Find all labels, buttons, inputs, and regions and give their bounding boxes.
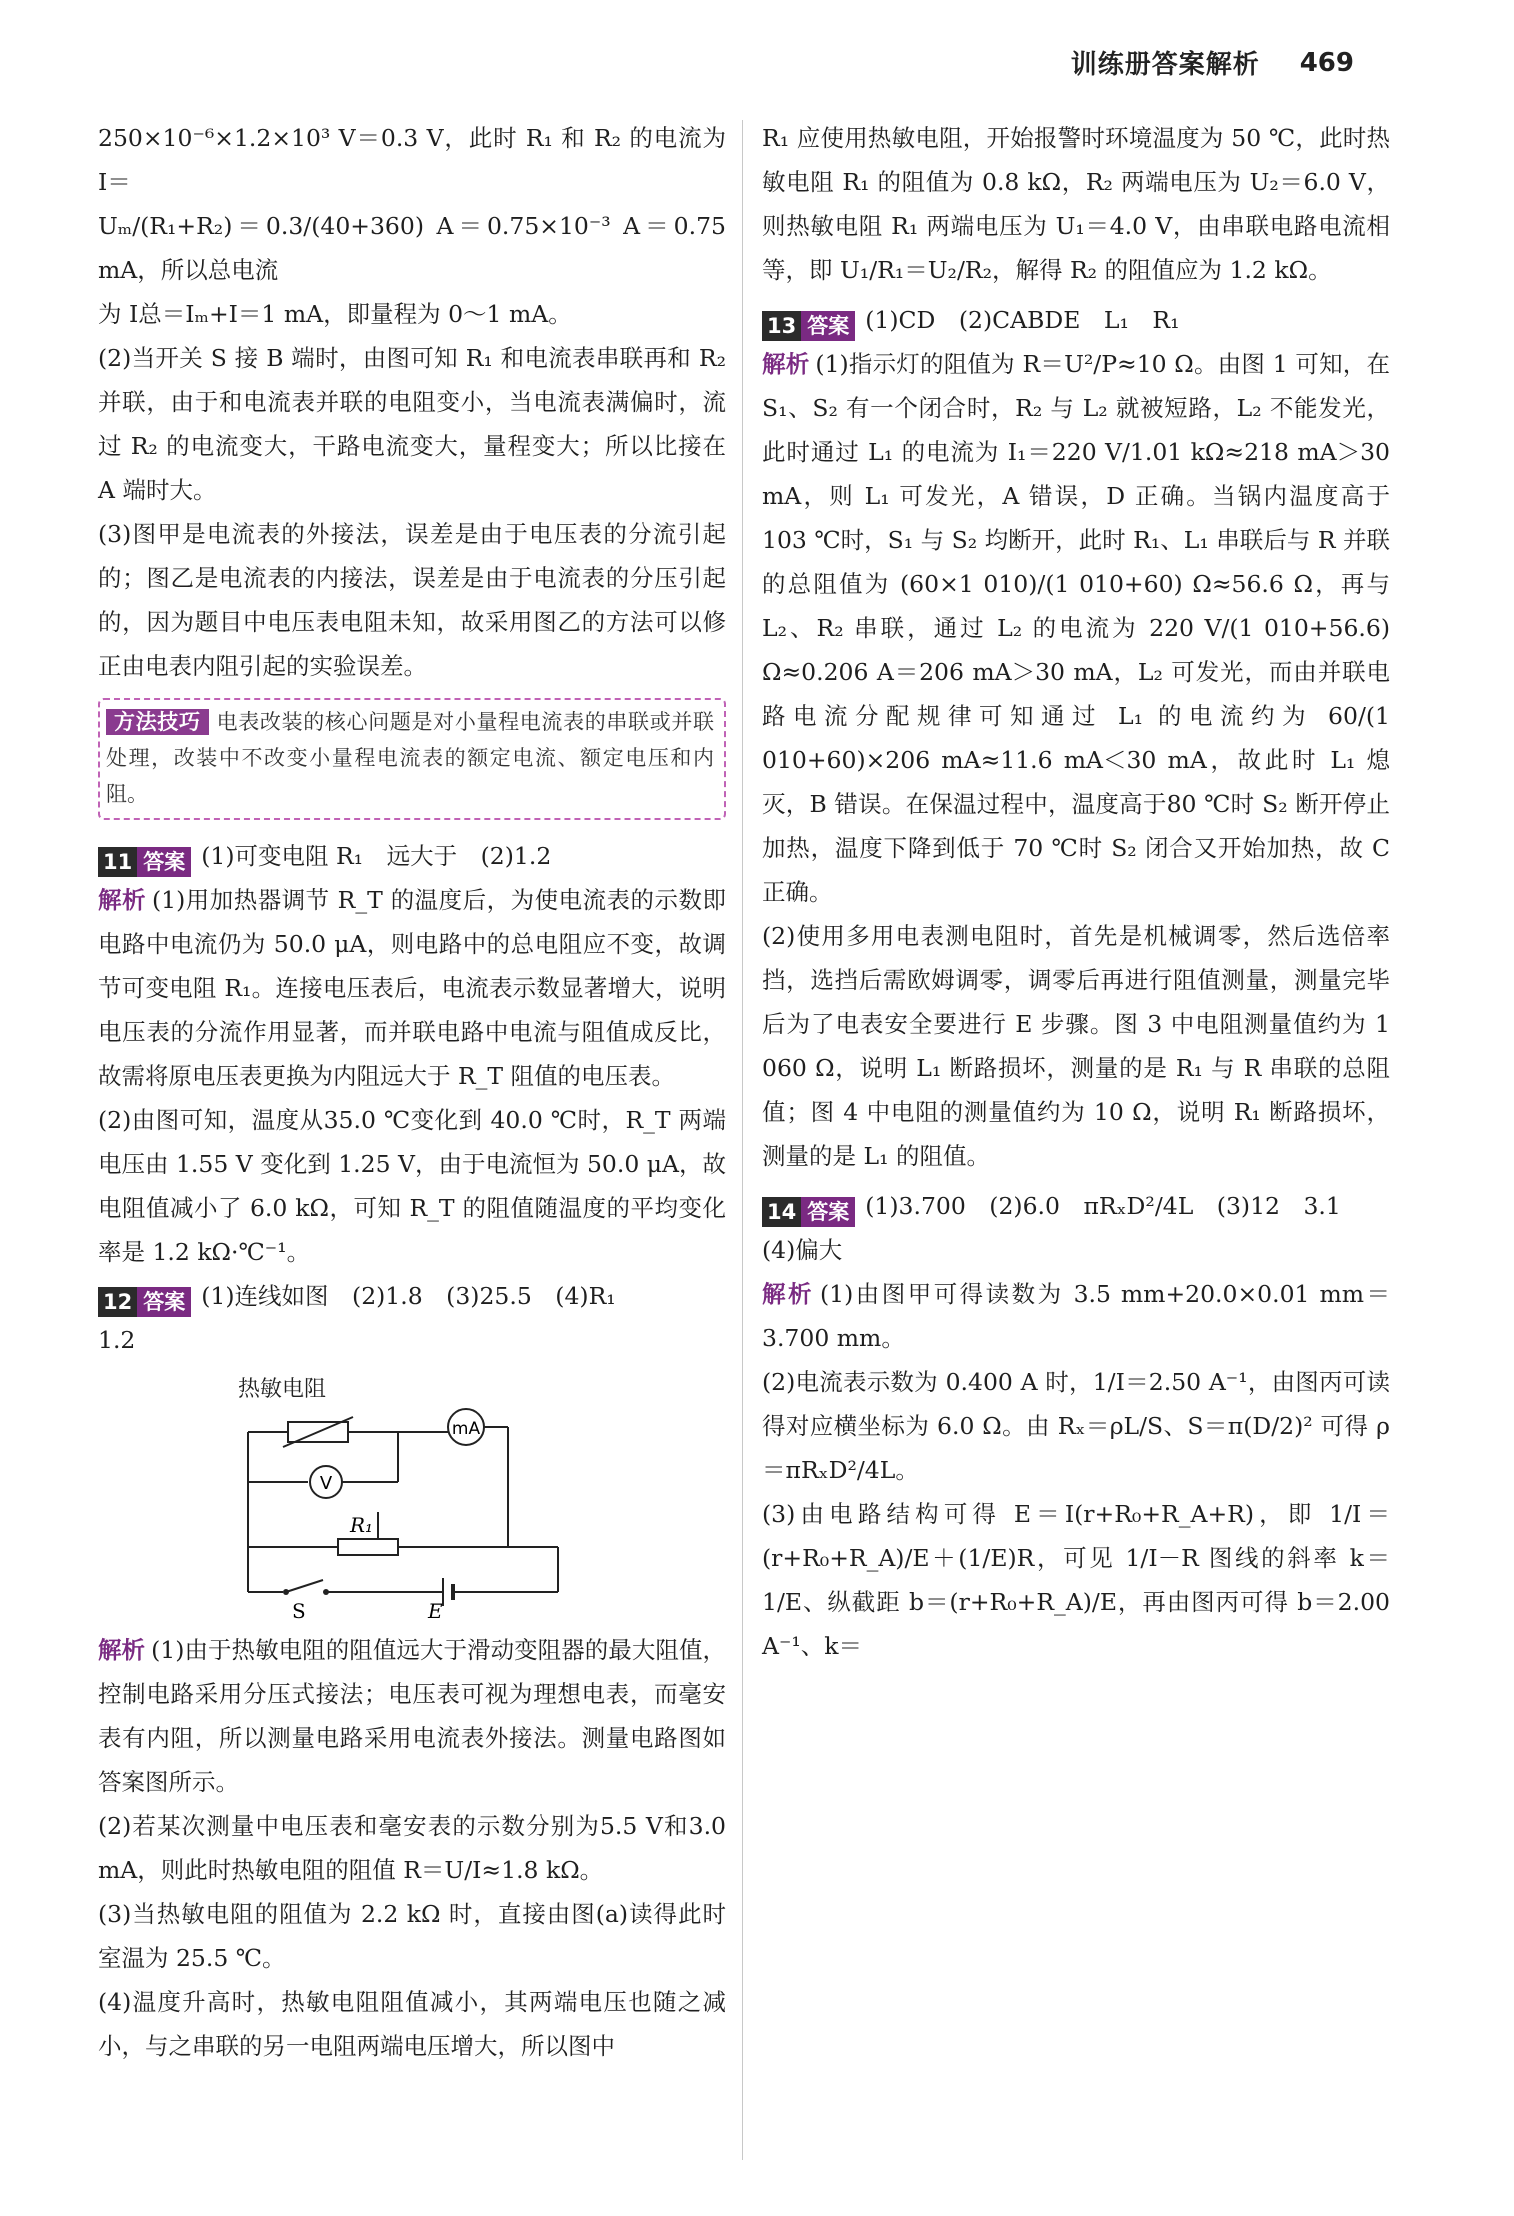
analysis-11a: 解析 (1)用加热器调节 R_T 的温度后，为使电流表的示数即电路中电流仍为 50.0 μA，则电路中的总电阻应不变，故调节可变电阻 R₁。连接电压表后，电流表示数显著增大，说明电压表的分流作用显著，而并联电路中电流与阻值成反比，故需将原电压表更换为内阻远大于 R_T 阻值的电压表。 <box>98 886 727 1090</box>
milliammeter-label: mA <box>451 1419 481 1439</box>
page-number: 469 <box>1299 47 1354 78</box>
paragraph: R₁ 应使用热敏电阻，开始报警时环境温度为 50 ℃，此时热敏电阻 R₁ 的阻值为 0.8 kΩ，R₂ 两端电压为 U₂＝6.0 V，则热敏电阻 R₁ 两端电压为 U₁＝4.0 V，由串联电路电流相等，即 U₁/R₁＝U₂/R₂，解得 R₂ 的阻值应为 1.2 kΩ。 <box>762 124 1390 284</box>
left-column <box>98 116 726 2068</box>
answer-badge: 14 答案 <box>762 1197 855 1227</box>
answer-badge: 11 答案 <box>98 847 191 877</box>
rheostat-label: R₁ <box>350 1513 374 1537</box>
voltmeter-label: V <box>319 1473 333 1494</box>
answer-14-cont: (4)偏大 <box>762 1236 843 1264</box>
method-tip-box <box>98 698 726 820</box>
paragraph: 为 I总＝Iₘ+I＝1 mA，即量程为 0～1 mA。 <box>98 300 572 328</box>
answer-13 <box>762 298 1390 342</box>
analysis-label: 解析 <box>98 886 146 914</box>
switch-symbol <box>286 1580 323 1592</box>
right-column <box>762 116 1390 1668</box>
method-tip-label: 方法技巧 <box>106 709 209 735</box>
column-divider <box>742 120 743 2160</box>
paragraph: (2)当开关 S 接 B 端时，由图可知 R₁ 和电流表串联再和 R₂ 并联，由于和电流表并联的电阻变小，当电流表满偏时，流过 R₂ 的电流变大，干路电流变大，量程变大；所以比接在 A 端时大。 <box>98 344 726 504</box>
answer-11-text: (1)可变电阻 R₁ 远大于 (2)1.2 <box>201 842 552 870</box>
paragraph: 250×10⁻⁶×1.2×10³ V＝0.3 V，此时 R₁ 和 R₂ 的电流为 I＝ <box>98 124 726 196</box>
paragraph: (3)图甲是电流表的外接法，误差是由于电压表的分流引起的；图乙是电流表的内接法，误差是由于电流表的分压引起的，因为题目中电压表电阻未知，故采用图乙的方法可以修正由电表内阻引起的实验误差。 <box>98 520 726 680</box>
answer-12-text: (1)连线如图 (2)1.8 (3)25.5 (4)R₁ <box>201 1282 616 1310</box>
analysis-12c: (3)当热敏电阻的阻值为 2.2 kΩ 时，直接由图(a)读得此时室温为 25.5 ℃。 <box>98 1900 726 1972</box>
page-header <box>1040 44 1514 81</box>
analysis-11b: (2)由图可知，温度从35.0 ℃变化到 40.0 ℃时，R_T 两端电压由 1.55 V 变化到 1.25 V，由于电流恒为 50.0 μA，故电阻值减小了 6.0 kΩ，可知 R_T 的阻值随温度的平均变化率是 1.2 kΩ·℃⁻¹。 <box>98 1106 726 1266</box>
answer-13-text: (1)CD (2)CABDE L₁ R₁ <box>865 306 1180 334</box>
rheostat-symbol <box>338 1539 398 1555</box>
analysis-12b: (2)若某次测量中电压表和毫安表的示数分别为5.5 V和3.0 mA，则此时热敏电阻的阻值 R＝U/I≈1.8 kΩ。 <box>98 1812 726 1884</box>
analysis-12d: (4)温度升高时，热敏电阻阻值减小，其两端电压也随之减小，与之串联的另一电阻两端电压增大，所以图中 <box>98 1988 726 2060</box>
switch-label: S <box>292 1599 306 1622</box>
thermistor-label: 热敏电阻 <box>238 1377 327 1402</box>
circuit-svg <box>228 1372 608 1622</box>
analysis-13b: (2)使用多用电表测电阻时，首先是机械调零，然后选倍率挡，选挡后需欧姆调零，调零后再进行阻值测量，测量完毕后为了电表安全要进行 E 步骤。图 3 中电阻测量值约为 1 060 Ω，说明 L₁ 断路损坏，测量的是 R₁ 与 R 串联的总阻值；图 4 中电阻的测量值约为 10 Ω，说明 R₁ 断路损坏，测量的是 L₁ 的阻值。 <box>762 922 1390 1170</box>
answer-14-text: (1)3.700 (2)6.0 πRₓD²/4L (3)12 3.1 <box>865 1192 1341 1220</box>
analysis-label: 解析 <box>762 350 810 378</box>
answer-12 <box>98 1274 726 1318</box>
header-title: 训练册答案解析 <box>1070 50 1260 80</box>
answer-12-cont: 1.2 <box>98 1326 136 1354</box>
analysis-12a: 解析 (1)由于热敏电阻的阻值远大于滑动变阻器的最大阻值，控制电路采用分压式接法；电压表可视为理想电表，而毫安表有内阻，所以测量电路采用电流表外接法。测量电路图如答案图所示。 <box>98 1636 727 1796</box>
analysis-14b: (2)电流表示数为 0.400 A 时，1/I＝2.50 A⁻¹，由图丙可读得对应横坐标为 6.0 Ω。由 Rₓ＝ρL/S、S＝π(D/2)² 可得 ρ＝πRₓD²/4L。 <box>762 1368 1390 1484</box>
battery-label: E <box>428 1599 443 1622</box>
analysis-14c: (3)由电路结构可得 E＝I(r+R₀+R_A+R)，即 1/I＝(r+R₀+R_A)/E＋(1/E)R，可见 1/I－R 图线的斜率 k＝1/E、纵截距 b＝(r+R₀+R_A)/E，再由图丙可得 b＝2.00 A⁻¹、k＝ <box>762 1500 1390 1660</box>
analysis-14a: 解析 (1)由图甲可得读数为 3.5 mm+20.0×0.01 mm＝3.700 mm。 <box>762 1280 1390 1352</box>
answer-11 <box>98 834 726 878</box>
analysis-label: 解析 <box>98 1636 146 1664</box>
paragraph: Uₘ/(R₁+R₂)＝0.3/(40+360) A＝0.75×10⁻³ A＝0.75 mA，所以总电流 <box>98 212 726 284</box>
circuit-diagram <box>98 1372 726 1622</box>
answer-badge: 13 答案 <box>762 311 855 341</box>
answer-14 <box>762 1184 1390 1228</box>
method-tip-text: 电表改装的核心问题是对小量程电流表的串联或并联处理，改装中不改变小量程电流表的额定电流、额定电压和内阻。 <box>106 710 715 806</box>
answer-badge: 12 答案 <box>98 1287 191 1317</box>
analysis-13a: 解析 (1)指示灯的阻值为 R＝U²/P≈10 Ω。由图 1 可知，在 S₁、S₂ 有一个闭合时，R₂ 与 L₂ 就被短路，L₂ 不能发光，此时通过 L₁ 的电流为 I₁＝220 V/1.01 kΩ≈218 mA＞30 mA，则 L₁ 可发光，A 错误，D 正确。当锅内温度高于 103 ℃时，S₁ 与 S₂ 均断开，此时 R₁、L₁ 串联后与 R 并联的总阻值为 (60×1 010)/(1 010+60) Ω≈56.6 Ω，再与 L₂、R₂ 串联，通过 L₂ 的电流为 220 V/(1 010+56.6) Ω≈0.206 A＝206 mA＞30 mA，L₂ 可发光，而由并联电路电流分配规律可知通过 L₁ 的电流约为 60/(1 010+60)×206 mA≈11.6 mA＜30 mA，故此时 L₁ 熄灭，B 错误。在保温过程中，温度高于80 ℃时 S₂ 断开停止加热，温度下降到低于 70 ℃时 S₂ 闭合又开始加热，故 C 正确。 <box>762 350 1390 906</box>
analysis-label: 解析 <box>762 1280 814 1308</box>
